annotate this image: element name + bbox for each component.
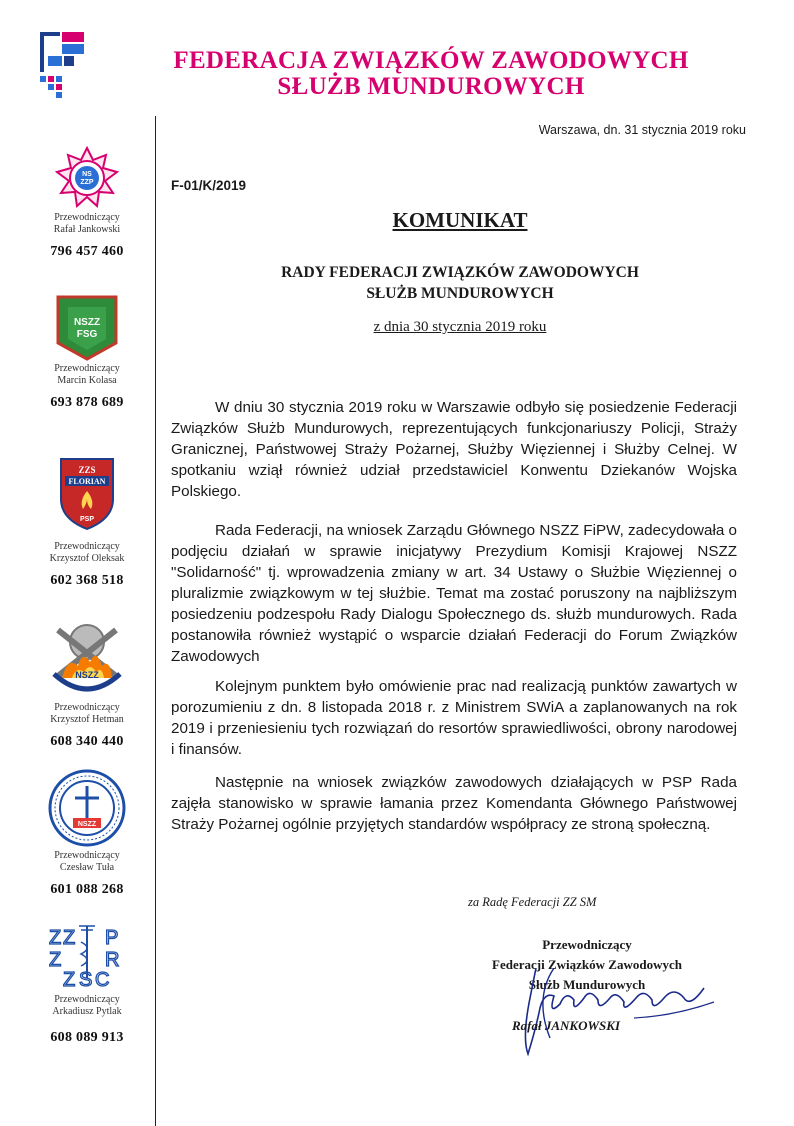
svg-text:ZZP: ZZP — [80, 179, 94, 186]
council-date: z dnia 30 stycznia 2019 roku — [373, 319, 547, 335]
document-number: F-01/K/2019 — [171, 178, 247, 193]
body-paragraph-1: W dniu 30 stycznia 2019 roku w Warszawie odbyło się posiedzenie Federacji Związków Służb Mundurowych, reprezentujących funkcjonariuszy Policji, Straży Granicznej, Państwowej Straży Pożarnej, Służby Więziennej i Służby Celnej. W spotkaniu wziął również udział przedstawiciel Konwentu Dziekanów Wojska Polskiego. — [171, 399, 737, 500]
signature-title-line3: Służb Mundurowych — [528, 977, 646, 992]
body-paragraph-3: Kolejnym punktem było omówienie prac nad realizacją punktów zawartych w porozumieniu z dn. 8 listopada 2018 r. z Ministrem SWiA a zaplanowanych na rok 2019 i przeniesieniu tych rozwiązań do resortów sprawiedliwości, obrony narodowej i finansów. — [171, 678, 737, 758]
zzs-florian-badge-icon — [57, 455, 117, 531]
svg-text:S: S — [79, 969, 93, 990]
member-role: Przewodniczący — [54, 212, 120, 223]
svg-text:NSZZ: NSZZ — [77, 821, 97, 828]
member-card-3 — [22, 455, 152, 589]
svg-text:C: C — [95, 969, 110, 990]
svg-text:P: P — [105, 927, 119, 949]
member-role: Przewodniczący — [54, 363, 120, 374]
organization-title-line1: FEDERACJA ZWIĄZKÓW ZAWODOWYCH — [173, 47, 689, 74]
nszzp-badge-icon — [55, 146, 119, 210]
member-phone: 796 457 460 — [50, 244, 124, 259]
federation-logo-icon — [40, 32, 86, 104]
member-card-1 — [22, 146, 152, 260]
organization-title-line2: SŁUŻB MUNDUROWYCH — [277, 73, 585, 100]
member-card-4 — [22, 620, 152, 750]
svg-text:ZZS: ZZS — [78, 465, 96, 475]
signature-title-line2: Federacji Związków Zawodowych — [492, 957, 682, 972]
council-name-line1: RADY FEDERACJI ZWIĄZKÓW ZAWODOWYCH — [281, 264, 639, 281]
svg-text:NS: NS — [82, 171, 92, 178]
body-paragraph-2: Rada Federacji, na wniosek Zarządu Głównego NSZZ FiPW, zadecydowała o podjęciu działań w sprawie inicjatywy Prezydium Komisji Krajowej NSZZ "Solidarność" tj. wprowadzenia zmiany w art. 34 Ustawy o Służbie Więziennej o pluralizmie związkowym w tej służbie. Temat ma zostać poruszony na najbliższym posiedzeniu podzespołu Rady Dialogu Społecznego ds. służb mundurowych. Rada postanowiła również wystąpić o wsparcie działań Federacji do Forum Związków Zawodowych — [171, 522, 737, 665]
svg-text:Z: Z — [63, 927, 76, 949]
member-role: Przewodniczący — [54, 850, 120, 861]
svg-text:Z: Z — [49, 927, 62, 949]
svg-text:FLORIAN: FLORIAN — [68, 477, 106, 486]
member-phone: 601 088 268 — [50, 882, 124, 897]
svg-text:NSZZ: NSZZ — [75, 670, 99, 680]
prison-officers-union-badge-icon — [47, 768, 127, 848]
member-name: Rafał Jankowski — [53, 224, 121, 235]
member-card-5 — [22, 768, 152, 898]
member-phone: 602 368 518 — [50, 573, 124, 588]
council-name — [160, 262, 760, 304]
member-role: Przewodniczący — [54, 702, 120, 713]
zzsc-customs-union-badge-icon — [45, 922, 129, 990]
sidebar-divider — [155, 116, 156, 1126]
member-phone: 693 878 689 — [50, 395, 124, 410]
signature-title-line1: Przewodniczący — [542, 937, 632, 952]
svg-text:Z: Z — [49, 949, 62, 971]
svg-text:R: R — [105, 949, 120, 971]
member-name: Krzysztof Oleksak — [49, 553, 125, 564]
svg-text:FSG: FSG — [76, 329, 98, 340]
member-name: Krzysztof Hetman — [50, 714, 124, 725]
document-title: KOMUNIKAT — [392, 208, 528, 232]
member-card-2 — [22, 293, 152, 411]
council-name-line2: SŁUŻB MUNDUROWYCH — [366, 285, 554, 302]
svg-text:Z: Z — [63, 969, 76, 990]
member-name: Czesław Tuła — [59, 862, 115, 873]
member-phone: 608 340 440 — [50, 734, 124, 749]
svg-text:PSP: PSP — [79, 516, 95, 523]
member-role: Przewodniczący — [54, 994, 120, 1005]
member-name: Arkadiusz Pytlak — [52, 1006, 122, 1017]
nszz-fire-union-badge-icon — [44, 620, 130, 700]
member-card-6 — [22, 922, 152, 1046]
place-and-date: Warszawa, dn. 31 stycznia 2019 roku — [538, 123, 746, 137]
on-behalf-line: za Radę Federacji ZZ SM — [468, 895, 597, 909]
member-phone: 608 089 913 — [50, 1030, 124, 1045]
member-role: Przewodniczący — [54, 541, 120, 552]
member-name: Marcin Kolasa — [57, 375, 117, 386]
nszz-fsg-badge-icon — [54, 293, 120, 361]
svg-text:NSZZ: NSZZ — [73, 317, 101, 328]
organization-title — [96, 48, 766, 100]
signer-name: Rafał JANKOWSKI — [512, 1018, 620, 1033]
body-paragraph-4: Następnie na wniosek związków zawodowych działających w PSP Rada zajęła stanowisko w sprawie łamania przez Komendanta Głównego Państwowej Straży Pożarnej ogólnie przyjętych standardów współpracy ze stroną społeczną. — [171, 774, 737, 833]
